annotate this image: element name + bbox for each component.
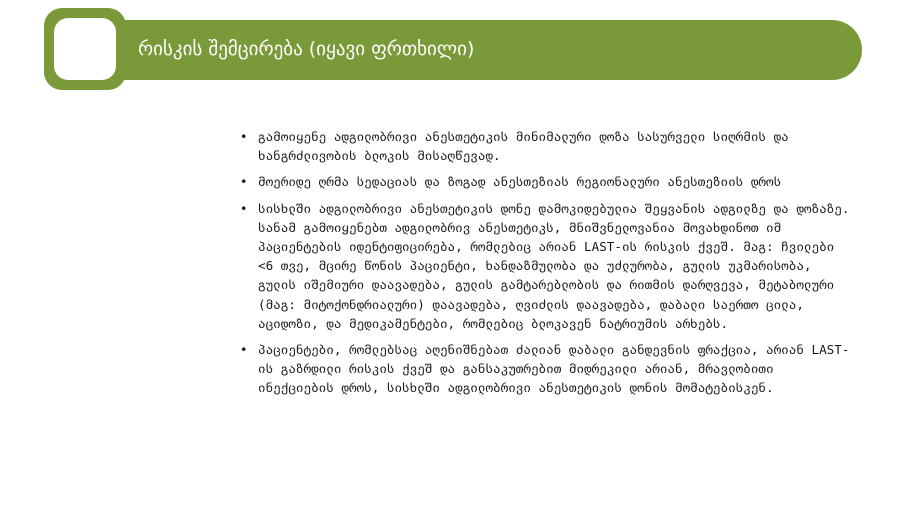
bullet-dot-icon: • [240,129,248,144]
slide-title: რისკის შემცირება (იყავი ფრთხილი) [138,38,475,60]
bullet-item [240,172,855,191]
logo-placeholder [54,18,116,80]
bullet-text: მოერიდე ღრმა სედაციას და ზოგად ანესთეზიას რეგიონალური ანესთეზიის დროს [258,174,782,190]
bullet-item [240,340,855,398]
bullet-text: გამოიყენე ადგილობრივი ანესთეტიკის მინიმალური დოზა სასურველი სიღრმის და ხანგრძლივობის ბლოკის მისაღწევად. [258,129,789,164]
bullet-list [240,127,855,405]
bullet-dot-icon: • [240,174,248,190]
logo-frame [44,8,126,90]
bullet-dot-icon: • [240,200,248,216]
bullet-item [240,127,855,165]
bullet-text: პაციენტები, რომლებსაც აღენიშნებათ ძალიან დაბალი განდევნის ფრაქცია, არიან LAST-ის გაზრდილი რისკის ქვეშ და განსაკუთრებით მიდრეკილი არიან, მრავლობითი ინექციების დროს, სისხლში ადგილობრივი ანესთეტიკის დონის მომატებისკენ. [258,342,850,396]
bullet-dot-icon: • [240,342,248,358]
bullet-text: სისხლში ადგილობრივი ანესთეტიკის დონე დამოკიდებულია შეყვანის ადგილზე და დოზაზე. სანამ გამოიყენებთ ადგილობრივ ანესთეტიკს, მნიშვნელოვანია მოვახდინოთ იმ პაციენტების იდენტიფიცირება, რომლებიც არიან LAST-ის რისკის ქვეშ. მაგ: ჩვილები <6 თვე, მცირე წონის პაციენტი, ხანდაზმულობა და უძლურობა, გულის უკმარისობა, გულის იშემიური დაავადება, გულის გამტარებლობის და რითმის დარღვევა, მეტაბოლური (მაგ: მიტოქონდრიალური) დაავადება, ღვიძლის დაავადება, დაბალი საერთო ცილა, აციდოზი, და მედიკამენტები, რომლებიც ბლოკავენ ნატრიუმის არხებს. [258,200,850,331]
bullet-item [240,199,855,333]
